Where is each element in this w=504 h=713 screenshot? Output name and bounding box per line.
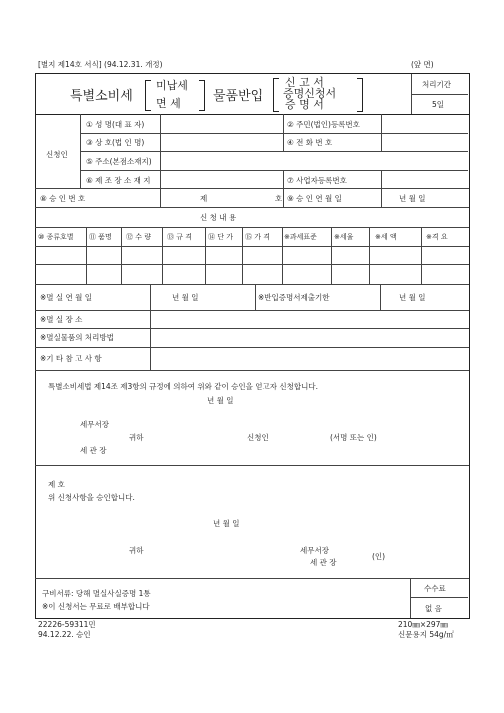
approval-date-value: 년 월 일 <box>399 194 426 203</box>
column-header-price: ⑮ 가 격 <box>245 233 270 241</box>
declaration-date: 년 월 일 <box>207 396 234 405</box>
field-address: ⑤ 주소(본점소재지) <box>86 157 152 166</box>
column-header-item: ⑪ 품명 <box>89 233 112 241</box>
title-option-certificate: 증 명 서 <box>285 98 324 111</box>
paper-type: 신문용지 54g/㎡ <box>398 630 454 639</box>
loss-date-value: 년 월 일 <box>172 293 199 302</box>
form-code: 22226-59311민 <box>38 620 96 629</box>
deadline-value: 년 월 일 <box>399 293 426 302</box>
declaration-tax-office: 세무서장 <box>80 420 109 429</box>
column-header-remarks: ※격 요 <box>426 233 448 241</box>
column-header-tax-base: ※과세표준 <box>284 233 317 241</box>
other-notes-label: ※기 타 참 고 사 항 <box>40 354 102 363</box>
certificate-date: 년 월 일 <box>213 519 240 528</box>
field-business-no: ⑦ 사업자등록번호 <box>287 176 347 185</box>
processing-period-label: 처리기간 <box>422 80 451 89</box>
applicant-label: 신청인 <box>46 150 68 159</box>
required-documents: 구비서류: 당해 멸실사실증명 1통 <box>42 589 151 598</box>
field-phone: ④ 전 화 번 호 <box>287 138 333 147</box>
column-header-unit-price: ⑭ 단 가 <box>208 233 233 241</box>
declaration-customs: 세 관 장 <box>80 446 107 455</box>
approval-no-label: ⑧ 승 인 번 호 <box>40 194 86 203</box>
left-bracket-b <box>273 78 279 112</box>
loss-date-label: ※멸 실 연 월 일 <box>40 293 93 302</box>
title-goods-import: 물품반입 <box>213 89 264 104</box>
column-header-type: ⑩ 종류호별 <box>38 233 74 241</box>
loss-place-label: ※멸 실 장 소 <box>40 315 83 324</box>
deadline-label: ※반입증명서제출기한 <box>258 293 330 302</box>
field-name: ① 성 명(대 표 자) <box>86 120 145 129</box>
declaration-applicant: 신청인 <box>247 433 269 442</box>
approval-stamp: 94.12.22. 승인 <box>38 630 91 639</box>
certificate-to: 귀하 <box>129 546 144 555</box>
processing-period-value: 5일 <box>432 100 445 109</box>
certificate-text: 위 신청사항을 승인합니다. <box>48 493 135 502</box>
certificate-customs: 세 관 장 <box>310 558 337 567</box>
field-factory-location: ⑥ 제 조 장 소 재 지 <box>86 176 151 185</box>
approval-no-prefix: 제 <box>200 194 208 203</box>
title-option-report: 신 고 서 <box>285 76 324 89</box>
field-registration-no: ② 주민(법인)등록번호 <box>287 120 360 129</box>
page-side-label: (앞 면) <box>411 60 434 69</box>
right-bracket-a <box>199 80 205 111</box>
column-header-tax-rate: ※세율 <box>334 233 354 241</box>
certificate-tax-office: 세무서장 <box>300 546 329 555</box>
title-option-exempt: 면 세 <box>156 97 181 110</box>
column-header-quantity: ⑫ 수 량 <box>126 233 151 241</box>
fee-label: 수수료 <box>424 584 446 593</box>
form-frame <box>35 73 470 619</box>
certificate-no: 제 호 <box>48 480 65 489</box>
paper-size: 210㎜×297㎜ <box>398 620 448 629</box>
title-option-unpaid: 미납세 <box>156 79 188 92</box>
title-tax-name: 특별소비세 <box>70 89 133 104</box>
title-option-application: 증명신청서 <box>283 87 337 100</box>
right-bracket-b <box>357 78 363 112</box>
column-header-spec: ⑬ 규 격 <box>167 233 192 241</box>
declaration-text: 특별소비세법 제14조 제3항의 규정에 의하여 위와 같이 승인을 얻고자 신청합니다. <box>48 382 318 391</box>
free-distribution-note: ※이 신청서는 무료로 배부합니다 <box>42 602 150 611</box>
declaration-to: 귀하 <box>129 433 144 442</box>
column-header-tax-amount: ※세 액 <box>375 233 397 241</box>
form-reference: [별지 제14호 서식] (94.12.31. 개정) <box>38 60 163 69</box>
field-company: ③ 상 호(법 인 명) <box>86 138 145 147</box>
disposal-method-label: ※멸실물품의 처리방법 <box>40 333 114 342</box>
items-section-title: 신 청 내 용 <box>200 213 237 222</box>
declaration-signature: (서명 또는 인) <box>330 433 377 442</box>
left-bracket-a <box>145 80 151 111</box>
approval-no-suffix: 호 <box>275 194 283 203</box>
approval-date-label: ⑨ 승 인 연 월 일 <box>287 194 342 203</box>
certificate-seal: (인) <box>372 552 386 561</box>
fee-value: 없 음 <box>425 604 442 613</box>
